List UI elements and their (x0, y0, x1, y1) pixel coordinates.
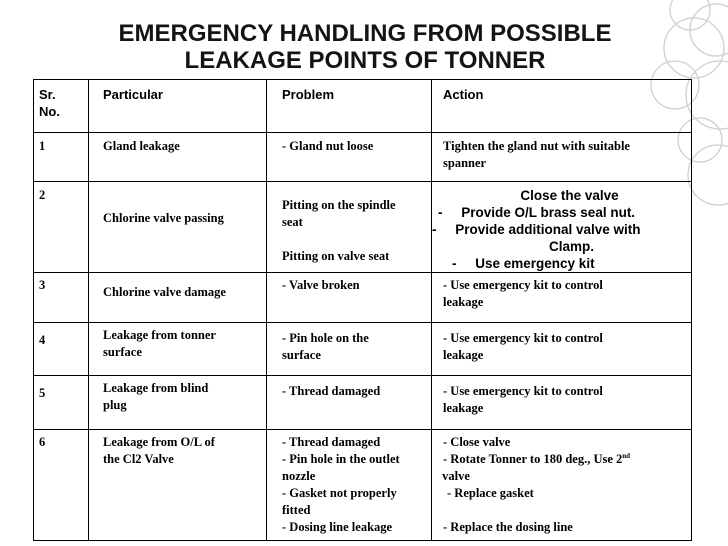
table-row (34, 323, 692, 376)
table-row (34, 376, 692, 430)
header-problem: Problem (267, 80, 432, 133)
table-row (34, 273, 692, 323)
header-particular: Particular (89, 80, 267, 133)
row-4-sr: 4 (39, 333, 46, 347)
header-sr: Sr. No. (34, 80, 89, 133)
row-1-problem: - Gland nut loose (282, 139, 374, 153)
row-2-problem: Pitting on the spindle seat Pitting on valve seat (282, 198, 396, 263)
table-row (34, 133, 692, 182)
header-action: Action (432, 80, 692, 133)
row-6-action: - Close valve - Rotate Tonner to 180 deg., Use 2nd valve - Replace gasket - Replace the dosing line (439, 435, 631, 534)
row-4-particular: Leakage from tonner surface (103, 328, 216, 359)
row-3-particular: Chlorine valve damage (103, 285, 226, 299)
leakage-table (33, 79, 692, 541)
row-1-particular: Gland leakage (103, 139, 180, 153)
table-row (34, 182, 692, 273)
row-6-particular: Leakage from O/L of the Cl2 Valve (103, 435, 215, 466)
row-1-action: Tighten the gland nut with suitable spanner (443, 139, 630, 170)
row-6-problem: - Thread damaged - Pin hole in the outlet nozzle - Gasket not properly fitted - Dosing line leakage (282, 435, 400, 534)
row-1-sr: 1 (39, 139, 46, 153)
table-header-row (34, 80, 692, 133)
row-3-sr: 3 (39, 278, 46, 292)
row-5-problem: - Thread damaged (282, 384, 381, 398)
row-5-sr: 5 (39, 386, 46, 400)
row-4-action: - Use emergency kit to control leakage (443, 331, 603, 362)
row-4-problem: - Pin hole on the surface (282, 331, 369, 362)
row-5-particular: Leakage from blind plug (103, 381, 209, 412)
row-3-problem: - Valve broken (282, 278, 360, 292)
page-title: EMERGENCY HANDLING FROM POSSIBLE LEAKAGE POINTS OF TONNER (118, 20, 612, 74)
row-6-sr: 6 (39, 435, 46, 449)
row-2-sr: 2 (39, 188, 46, 202)
table-row (34, 430, 692, 541)
row-3-action: - Use emergency kit to control leakage (443, 278, 603, 309)
row-5-action: - Use emergency kit to control leakage (443, 384, 603, 415)
row-2-action: Close the valve - Provide O/L brass seal nut. - Provide additional valve with Clamp. - Use emergency kit (432, 188, 641, 271)
row-2-particular: Chlorine valve passing (103, 211, 224, 225)
